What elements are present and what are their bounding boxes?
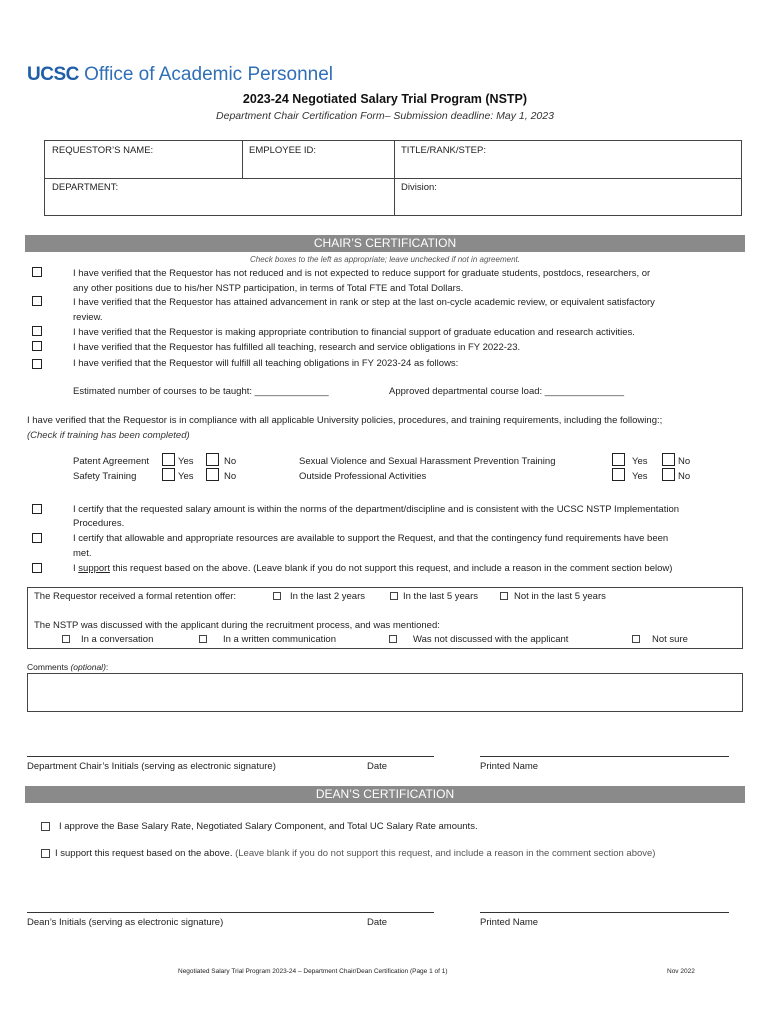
footer-page-info: Negotiated Salary Trial Program 2023-24 – Department Chair/Dean Certification (Page 1 of 1) xyxy=(178,968,448,975)
patent-no-label: No xyxy=(224,456,237,467)
division-field[interactable]: Division: xyxy=(401,182,437,193)
support-statement: I support this request based on the above. (Leave blank if you do not support this request, and include a reason in the comment section below) xyxy=(73,563,673,574)
written-label: In a written communication xyxy=(223,634,336,645)
support-word: support xyxy=(78,563,110,574)
compliance-statement: I have verified that the Requestor is in compliance with all applicable University policies, procedures, and training requirements, including the following:; xyxy=(27,415,663,426)
employee-id-field[interactable]: EMPLOYEE ID: xyxy=(249,145,317,156)
dean-certification-heading: DEAN’S CERTIFICATION xyxy=(25,786,745,803)
dean-printed-name-line[interactable] xyxy=(480,912,729,913)
retention-5yr-checkbox[interactable] xyxy=(390,592,398,600)
conversation-label: In a conversation xyxy=(81,634,154,645)
patent-yes-checkbox[interactable] xyxy=(162,453,175,466)
verify-item-1: I have verified that the Requestor has not reduced and is not expected to reduce support for graduate students, postdocs, researchers, or xyxy=(73,268,651,279)
sexual-violence-training-label: Sexual Violence and Sexual Harassment Prevention Training xyxy=(299,456,556,467)
verify-item-2-cont: review. xyxy=(73,312,103,323)
written-checkbox[interactable] xyxy=(199,635,207,643)
title-rank-step-field[interactable]: TITLE/RANK/STEP: xyxy=(401,145,486,156)
verify-checkbox-2[interactable] xyxy=(32,296,42,306)
comments-textarea[interactable] xyxy=(27,673,743,712)
chair-printed-name-line[interactable] xyxy=(480,756,729,757)
courses-taught-field[interactable]: Estimated number of courses to be taught: ______________ xyxy=(73,386,329,397)
verify-item-2: I have verified that the Requestor has attained advancement in rank or step at the last on-cycle academic review, or equivalent satisfactory xyxy=(73,297,655,308)
certify-salary-text: I certify that the requested salary amount is within the norms of the department/discipline and is consistent with the UCSC NSTP Implementation xyxy=(73,504,680,515)
training-note: (Check if training has been completed) xyxy=(27,430,190,441)
dean-printed-name-label: Printed Name xyxy=(480,917,539,928)
verify-item-1-cont: any other positions due to his/her NSTP participation, in terms of Total FTE and Total Dollars. xyxy=(73,283,464,294)
not-discussed-label: Was not discussed with the applicant xyxy=(413,634,569,645)
verify-checkbox-1[interactable] xyxy=(32,267,42,277)
office-header xyxy=(27,64,333,86)
brand-logo: UCSC xyxy=(27,64,79,85)
chair-instruction: Check boxes to the left as appropriate; leave unchecked if not in agreement. xyxy=(250,255,520,264)
verify-checkbox-4[interactable] xyxy=(32,341,42,351)
requestor-name-field[interactable]: REQUESTOR’S NAME: xyxy=(52,145,154,156)
safety-yes-checkbox[interactable] xyxy=(162,468,175,481)
nstp-discussed-label: The NSTP was discussed with the applicant during the recruitment process, and was mentioned: xyxy=(34,620,440,631)
patent-yes-label: Yes xyxy=(178,456,194,467)
not-discussed-checkbox[interactable] xyxy=(389,635,397,643)
course-load-field[interactable]: Approved departmental course load: _______________ xyxy=(389,386,625,397)
not-sure-label: Not sure xyxy=(652,634,688,645)
outside-no-label: No xyxy=(678,471,691,482)
dean-approve-checkbox[interactable] xyxy=(41,822,50,831)
verify-item-3: I have verified that the Requestor is making appropriate contribution to financial support of graduate education and research activities. xyxy=(73,327,635,338)
department-field[interactable]: DEPARTMENT: xyxy=(52,182,119,193)
chair-printed-name-label: Printed Name xyxy=(480,761,539,772)
not-sure-checkbox[interactable] xyxy=(632,635,640,643)
conversation-checkbox[interactable] xyxy=(62,635,70,643)
outside-yes-label: Yes xyxy=(632,471,648,482)
certify-resources-text: I certify that allowable and appropriate resources are available to support the Request, and that the contingency fund requirements have been xyxy=(73,533,669,544)
certify-salary-checkbox[interactable] xyxy=(32,504,42,514)
support-checkbox[interactable] xyxy=(32,563,42,573)
sv-yes-checkbox[interactable] xyxy=(612,453,625,466)
retention-2yr-checkbox[interactable] xyxy=(273,592,281,600)
office-name: Office of Academic Personnel xyxy=(84,64,334,85)
verify-item-5: I have verified that the Requestor will fulfill all teaching obligations in FY 2023-24 as follows: xyxy=(73,358,459,369)
safety-no-checkbox[interactable] xyxy=(206,468,219,481)
outside-yes-checkbox[interactable] xyxy=(612,468,625,481)
retention-2yr-label: In the last 2 years xyxy=(290,591,365,602)
verify-checkbox-3[interactable] xyxy=(32,326,42,336)
sv-no-checkbox[interactable] xyxy=(662,453,675,466)
safety-training-label: Safety Training xyxy=(73,471,137,482)
sv-no-label: No xyxy=(678,456,691,467)
chair-date-label: Date xyxy=(367,761,388,772)
retention-label: The Requestor received a formal retention offer: xyxy=(34,591,237,602)
safety-no-label: No xyxy=(224,471,237,482)
certify-salary-text-cont: Procedures. xyxy=(73,518,125,529)
patent-no-checkbox[interactable] xyxy=(206,453,219,466)
chair-certification-heading: CHAIR’S CERTIFICATION xyxy=(25,235,745,252)
verify-item-4: I have verified that the Requestor has fulfilled all teaching, research and service obligations in FY 2022-23. xyxy=(73,342,521,353)
sv-yes-label: Yes xyxy=(632,456,648,467)
retention-not5yr-checkbox[interactable] xyxy=(500,592,508,600)
safety-yes-label: Yes xyxy=(178,471,194,482)
chair-initials-label: Department Chair’s Initials (serving as electronic signature) xyxy=(27,761,276,772)
retention-not5yr-label: Not in the last 5 years xyxy=(514,591,606,602)
comments-label: Comments (optional): xyxy=(27,662,109,672)
dean-approve-text: I approve the Base Salary Rate, Negotiated Salary Component, and Total UC Salary Rate amounts. xyxy=(59,821,478,832)
dean-support-checkbox[interactable] xyxy=(41,849,50,858)
footer-date: Nov 2022 xyxy=(667,968,695,975)
retention-5yr-label: In the last 5 years xyxy=(403,591,478,602)
certify-resources-text-cont: met. xyxy=(73,548,92,559)
form-subtitle: Department Chair Certification Form– Submission deadline: May 1, 2023 xyxy=(216,110,554,122)
chair-initials-line[interactable] xyxy=(27,756,434,757)
dean-initials-label: Dean’s Initials (serving as electronic signature) xyxy=(27,917,224,928)
dean-initials-line[interactable] xyxy=(27,912,434,913)
form-title: 2023-24 Negotiated Salary Trial Program (NSTP) xyxy=(242,92,528,106)
patent-agreement-label: Patent Agreement xyxy=(73,456,150,467)
dean-support-text: I support this request based on the above. (Leave blank if you do not support this request, and include a reason in the comment section above) xyxy=(55,848,656,859)
outside-no-checkbox[interactable] xyxy=(662,468,675,481)
dean-date-label: Date xyxy=(367,917,388,928)
verify-checkbox-5[interactable] xyxy=(32,359,42,369)
certify-resources-checkbox[interactable] xyxy=(32,533,42,543)
outside-activities-label: Outside Professional Activities xyxy=(299,471,427,482)
